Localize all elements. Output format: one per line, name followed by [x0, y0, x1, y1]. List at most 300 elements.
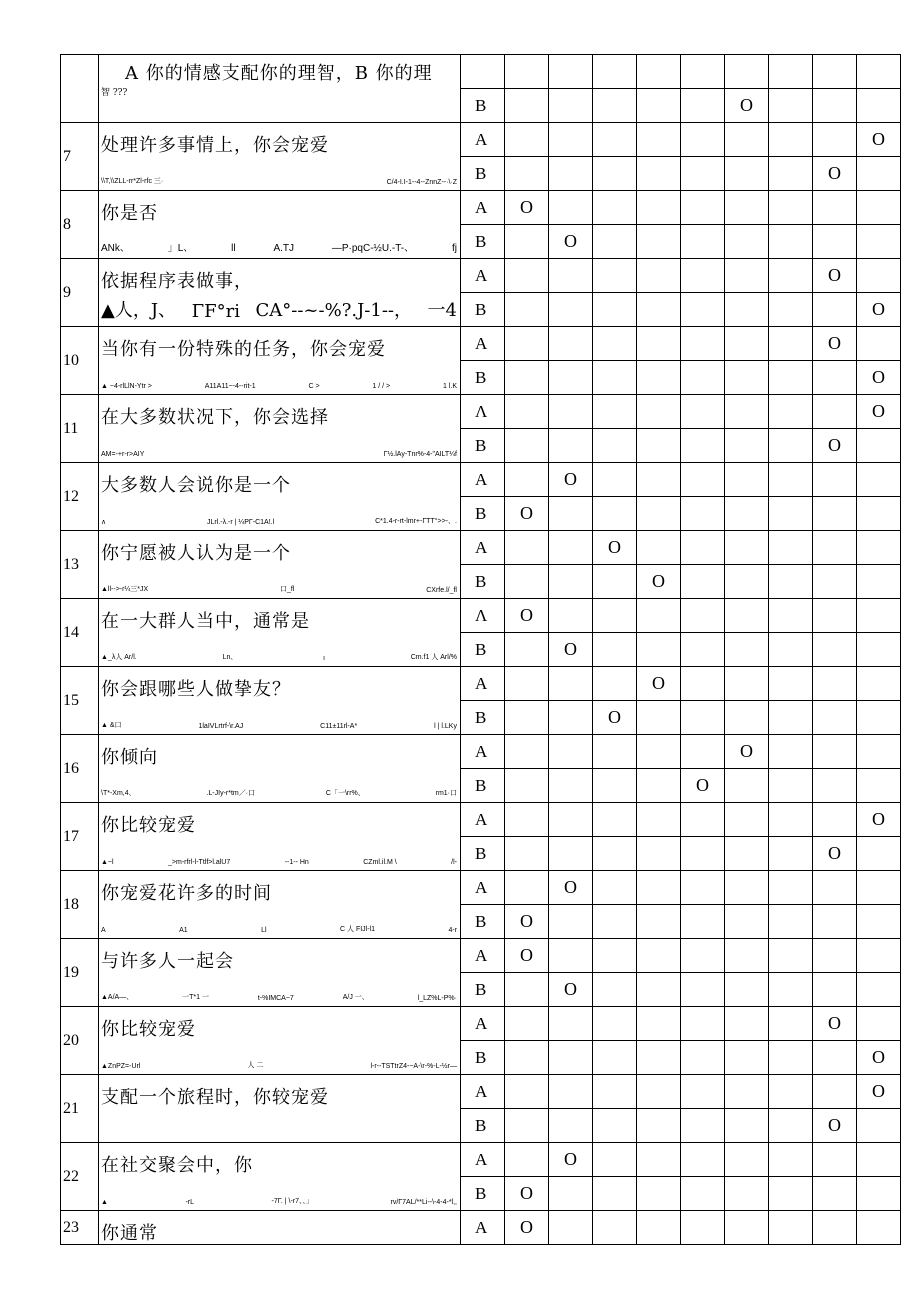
score-cell	[505, 463, 549, 497]
garbled-fragment: C/4-I.I-1--4--ZnnZ--·\·Z	[386, 179, 457, 186]
garbled-fragment: t-%IMCA~7	[257, 995, 294, 1002]
score-cell	[549, 191, 593, 225]
question-cell	[99, 191, 461, 259]
score-cell	[725, 565, 769, 599]
option-letter: B	[461, 1109, 505, 1143]
question-number: 10	[61, 327, 99, 395]
answer-row	[61, 395, 901, 429]
score-cell	[725, 497, 769, 531]
score-cell	[769, 463, 813, 497]
score-cell	[681, 735, 725, 769]
score-cell	[725, 225, 769, 259]
score-cell	[725, 55, 769, 89]
garbled-fragment: /l-	[451, 859, 457, 866]
option-letter: A	[461, 1143, 505, 1177]
score-cell	[681, 667, 725, 701]
question-text: 支配一个旅程时，你较宠爱	[101, 1087, 329, 1108]
question-cell	[99, 1143, 461, 1211]
garbled-fragment: l_LZ%L-P%·	[417, 995, 457, 1002]
score-cell	[549, 837, 593, 871]
score-cell	[813, 565, 857, 599]
question-number: 21	[61, 1075, 99, 1143]
question-text: 大多数人会说你是一个	[101, 475, 291, 496]
score-cell	[813, 55, 857, 89]
option-letter: B	[461, 1177, 505, 1211]
score-cell	[593, 1143, 637, 1177]
score-cell	[813, 1177, 857, 1211]
score-cell	[549, 429, 593, 463]
answer-row	[61, 803, 901, 837]
score-cell	[637, 871, 681, 905]
score-cell	[505, 157, 549, 191]
score-cell	[681, 939, 725, 973]
score-cell	[769, 361, 813, 395]
score-cell	[725, 769, 769, 803]
score-cell	[769, 157, 813, 191]
score-cell	[857, 1211, 901, 1245]
score-cell	[505, 89, 549, 123]
garbled-fragment: 一T*1 一	[182, 994, 209, 1001]
score-cell	[637, 293, 681, 327]
selection-mark: O	[549, 973, 593, 1007]
score-cell	[681, 531, 725, 565]
score-cell	[857, 191, 901, 225]
score-cell	[681, 905, 725, 939]
option-letter: B	[461, 1041, 505, 1075]
selection-mark: O	[637, 667, 681, 701]
score-cell	[769, 123, 813, 157]
score-cell	[769, 531, 813, 565]
score-cell	[637, 1041, 681, 1075]
question-text: 你通常	[101, 1223, 158, 1244]
selection-mark: O	[505, 905, 549, 939]
score-cell	[725, 395, 769, 429]
score-cell	[505, 1143, 549, 1177]
option-letter: A	[461, 259, 505, 293]
score-cell	[813, 735, 857, 769]
score-cell	[725, 259, 769, 293]
garbled-fragment: ll	[231, 243, 236, 254]
score-cell	[857, 939, 901, 973]
score-cell	[549, 599, 593, 633]
garbled-fragment: 」L、	[167, 243, 194, 254]
score-cell	[593, 293, 637, 327]
score-cell	[549, 1177, 593, 1211]
question-text: 你比较宠爱	[101, 815, 196, 836]
garbled-fragment: C「一\rr%、	[325, 790, 365, 797]
question-number: 15	[61, 667, 99, 735]
score-cell	[549, 1041, 593, 1075]
question-number: 12	[61, 463, 99, 531]
score-cell	[637, 157, 681, 191]
score-cell	[637, 1211, 681, 1245]
score-cell	[593, 225, 637, 259]
score-cell	[505, 667, 549, 701]
score-cell	[549, 531, 593, 565]
score-cell	[725, 1211, 769, 1245]
question-cell	[99, 735, 461, 803]
garbled-fragment: —P·pqC-½U.-T-、	[331, 243, 415, 254]
score-cell	[813, 531, 857, 565]
selection-mark: O	[857, 293, 901, 327]
question-cell	[99, 55, 461, 123]
score-cell	[637, 55, 681, 89]
garbled-fragment: 人 二	[247, 1062, 264, 1069]
score-cell	[593, 837, 637, 871]
score-cell	[813, 89, 857, 123]
score-cell	[813, 191, 857, 225]
garbled-option-text	[101, 516, 457, 526]
score-cell	[549, 939, 593, 973]
score-cell	[725, 361, 769, 395]
score-cell	[769, 327, 813, 361]
garbled-fragment: --1-- Hn	[284, 859, 309, 866]
score-cell	[769, 871, 813, 905]
score-cell	[593, 905, 637, 939]
score-cell	[505, 429, 549, 463]
score-cell	[681, 327, 725, 361]
score-cell	[549, 497, 593, 531]
garbled-fragment: CA°--~-%?.J-1--，	[255, 300, 412, 321]
question-text-cutoff: 智 ???	[101, 88, 128, 98]
answer-row	[61, 327, 901, 361]
garbled-fragment: l | l.LKy	[434, 723, 457, 730]
option-letter: A	[461, 939, 505, 973]
garbled-fragment: -rL	[185, 1199, 195, 1206]
answer-row	[61, 123, 901, 157]
score-cell	[593, 157, 637, 191]
score-cell	[637, 803, 681, 837]
answer-row	[61, 871, 901, 905]
score-cell	[813, 701, 857, 735]
garbled-fragment: A/J 一、	[342, 994, 369, 1001]
garbled-fragment: A.TJ	[273, 243, 295, 254]
score-cell	[857, 701, 901, 735]
question-number: 23	[61, 1211, 99, 1245]
score-cell	[637, 939, 681, 973]
option-letter: A	[461, 1075, 505, 1109]
score-cell	[593, 1109, 637, 1143]
garbled-fragment: rv/Γ7AL/**Li--\-4-4-*l,,	[390, 1199, 457, 1206]
score-cell	[681, 497, 725, 531]
score-cell	[637, 395, 681, 429]
score-cell	[857, 667, 901, 701]
score-cell	[505, 293, 549, 327]
score-cell	[769, 191, 813, 225]
score-cell	[857, 973, 901, 1007]
score-cell	[813, 871, 857, 905]
question-text: 当你有一份特殊的任务，你会宠爱	[101, 339, 386, 360]
score-cell	[549, 1109, 593, 1143]
score-cell	[725, 1041, 769, 1075]
answer-row	[61, 55, 901, 89]
score-cell	[549, 89, 593, 123]
garbled-fragment: ▲ZnPZ=-Url	[101, 1063, 141, 1070]
garbled-option-text	[101, 383, 457, 390]
garbled-option-text	[101, 239, 457, 254]
question-text: 依据程序表做事，	[101, 271, 253, 292]
question-cell	[99, 463, 461, 531]
score-cell	[725, 905, 769, 939]
score-cell	[505, 769, 549, 803]
selection-mark: O	[505, 497, 549, 531]
score-cell	[593, 803, 637, 837]
score-cell	[637, 769, 681, 803]
score-cell	[505, 565, 549, 599]
selection-mark: O	[857, 123, 901, 157]
selection-mark: O	[725, 89, 769, 123]
score-cell	[769, 905, 813, 939]
score-cell	[593, 871, 637, 905]
score-cell	[813, 1143, 857, 1177]
question-cell	[99, 667, 461, 735]
score-cell	[637, 89, 681, 123]
score-cell	[813, 395, 857, 429]
score-cell	[813, 667, 857, 701]
score-cell	[505, 395, 549, 429]
score-cell	[769, 735, 813, 769]
answer-row	[61, 667, 901, 701]
score-cell	[725, 633, 769, 667]
garbled-option-text	[101, 451, 457, 458]
option-letter: A	[461, 1007, 505, 1041]
score-cell	[813, 225, 857, 259]
score-cell	[505, 55, 549, 89]
score-cell	[637, 973, 681, 1007]
score-cell	[593, 735, 637, 769]
score-cell	[549, 1211, 593, 1245]
option-letter: A	[461, 803, 505, 837]
question-text: 你宁愿被人认为是一个	[101, 543, 291, 564]
option-letter: Λ	[461, 599, 505, 633]
score-cell	[769, 939, 813, 973]
score-cell	[857, 769, 901, 803]
score-cell	[857, 1177, 901, 1211]
score-cell	[549, 769, 593, 803]
selection-mark: O	[505, 1211, 549, 1245]
score-cell	[769, 701, 813, 735]
score-cell	[681, 429, 725, 463]
selection-mark: O	[505, 191, 549, 225]
question-text: 在一大群人当中，通常是	[101, 611, 310, 632]
option-letter: A	[461, 327, 505, 361]
score-cell	[593, 939, 637, 973]
score-cell	[681, 1109, 725, 1143]
garbled-fragment: 4-r	[448, 927, 457, 934]
selection-mark: O	[505, 1177, 549, 1211]
score-cell	[813, 1211, 857, 1245]
score-cell	[769, 565, 813, 599]
option-letter: B	[461, 157, 505, 191]
score-cell	[681, 361, 725, 395]
answer-row	[61, 191, 901, 225]
score-cell	[857, 225, 901, 259]
score-cell	[505, 327, 549, 361]
score-cell	[769, 1109, 813, 1143]
score-cell	[637, 497, 681, 531]
score-cell	[813, 293, 857, 327]
score-cell	[681, 225, 725, 259]
question-text: 你宠爱花许多的时间	[101, 883, 272, 904]
selection-mark: O	[549, 871, 593, 905]
answer-row	[61, 1143, 901, 1177]
score-cell	[681, 259, 725, 293]
garbled-fragment: l-r--TSTtrZ4-~A-\r-%-L-½r—	[370, 1063, 457, 1070]
question-number: 22	[61, 1143, 99, 1211]
score-cell	[681, 803, 725, 837]
score-cell	[593, 1041, 637, 1075]
score-cell	[725, 939, 769, 973]
score-cell	[857, 157, 901, 191]
score-cell	[857, 531, 901, 565]
score-cell	[637, 633, 681, 667]
score-cell	[857, 463, 901, 497]
score-cell	[681, 191, 725, 225]
score-cell	[725, 327, 769, 361]
score-cell	[857, 429, 901, 463]
score-cell	[505, 973, 549, 1007]
score-cell	[637, 429, 681, 463]
question-number: 20	[61, 1007, 99, 1075]
garbled-fragment: _>m-rfrl-l-Ttlf>l.alU7	[168, 859, 231, 866]
score-cell	[637, 123, 681, 157]
answer-row	[61, 1075, 901, 1109]
score-cell	[505, 1007, 549, 1041]
option-letter: B	[461, 769, 505, 803]
score-cell	[725, 1177, 769, 1211]
score-cell	[549, 667, 593, 701]
score-cell	[813, 599, 857, 633]
score-cell	[637, 1007, 681, 1041]
question-text: 在大多数状况下，你会选择	[101, 407, 329, 428]
option-letter-empty	[461, 55, 505, 89]
garbled-fragment: JLrl.-λ.-r | ¼PΓ-C1A!.l	[207, 519, 275, 526]
garbled-fragment: .L-JIy-r*tm／·口	[206, 790, 256, 797]
selection-mark: O	[593, 701, 637, 735]
score-cell	[813, 463, 857, 497]
selection-mark: O	[549, 633, 593, 667]
score-cell	[681, 1007, 725, 1041]
question-text: 你比较宠爱	[101, 1019, 196, 1040]
garbled-option-text	[101, 1196, 457, 1206]
selection-mark: O	[813, 1109, 857, 1143]
score-cell	[593, 599, 637, 633]
score-cell	[593, 973, 637, 1007]
score-cell	[593, 55, 637, 89]
garbled-fragment: ▲ ~4-rlLlN-Ytr >	[101, 383, 152, 390]
score-cell	[505, 871, 549, 905]
score-cell	[681, 1143, 725, 1177]
answer-row	[61, 463, 901, 497]
garbled-fragment: ι	[323, 655, 325, 662]
score-cell	[813, 633, 857, 667]
garbled-fragment: C 人 FIJl-l1	[340, 926, 375, 933]
answer-row	[61, 531, 901, 565]
option-letter: B	[461, 633, 505, 667]
garbled-fragment: 1 / / >	[372, 383, 391, 390]
questionnaire-answer-table	[60, 54, 901, 1245]
question-text: A 你的情感支配你的理智，B 你的理	[125, 63, 433, 84]
garbled-fragment: A	[101, 927, 106, 934]
garbled-fragment: ANk、	[101, 243, 130, 254]
score-cell	[813, 1075, 857, 1109]
garbled-fragment: ▲A/A—、	[101, 994, 134, 1001]
score-cell	[549, 123, 593, 157]
score-cell	[637, 1177, 681, 1211]
score-cell	[769, 497, 813, 531]
score-cell	[725, 803, 769, 837]
score-cell	[637, 191, 681, 225]
question-number: 18	[61, 871, 99, 939]
score-cell	[857, 599, 901, 633]
question-number: 13	[61, 531, 99, 599]
score-cell	[857, 871, 901, 905]
score-cell	[857, 259, 901, 293]
garbled-fragment: ▲~l	[101, 859, 114, 866]
option-letter: A	[461, 463, 505, 497]
score-cell	[725, 429, 769, 463]
garbled-fragment: ▲ &口	[101, 722, 122, 729]
question-cell	[99, 1007, 461, 1075]
option-letter: B	[461, 565, 505, 599]
garbled-fragment: -7Γ. | \-r7、、」	[271, 1198, 313, 1205]
garbled-fragment: Γ½.lAy-Tnr%-4-"AILT¼f	[383, 451, 457, 458]
score-cell	[725, 837, 769, 871]
question-cell	[99, 599, 461, 667]
selection-mark: O	[813, 1007, 857, 1041]
question-text: 处理许多事情上，你会宠爱	[101, 135, 329, 156]
score-cell	[857, 837, 901, 871]
garbled-fragment: 1 l.K	[442, 383, 457, 390]
option-letter: A	[461, 667, 505, 701]
score-cell	[769, 769, 813, 803]
answer-row	[61, 1211, 901, 1245]
score-cell	[725, 701, 769, 735]
score-cell	[505, 1041, 549, 1075]
option-letter: B	[461, 293, 505, 327]
score-cell	[549, 327, 593, 361]
score-cell	[769, 599, 813, 633]
option-letter: A	[461, 531, 505, 565]
question-cell	[99, 531, 461, 599]
score-cell	[769, 837, 813, 871]
score-cell	[681, 89, 725, 123]
score-cell	[637, 837, 681, 871]
score-cell	[681, 837, 725, 871]
score-cell	[593, 259, 637, 293]
question-cell	[99, 1075, 461, 1143]
score-cell	[857, 633, 901, 667]
score-cell	[725, 1109, 769, 1143]
question-number: 19	[61, 939, 99, 1007]
score-cell	[637, 327, 681, 361]
score-cell	[857, 905, 901, 939]
score-cell	[769, 1211, 813, 1245]
score-cell	[769, 259, 813, 293]
score-cell	[681, 633, 725, 667]
score-cell	[549, 55, 593, 89]
score-cell	[593, 395, 637, 429]
score-cell	[681, 1177, 725, 1211]
garbled-fragment: 一4	[427, 300, 457, 321]
garbled-fragment: A1	[179, 927, 188, 934]
score-cell	[681, 55, 725, 89]
question-number: 17	[61, 803, 99, 871]
score-cell	[769, 429, 813, 463]
score-cell	[549, 565, 593, 599]
question-cell	[99, 123, 461, 191]
score-cell	[857, 89, 901, 123]
